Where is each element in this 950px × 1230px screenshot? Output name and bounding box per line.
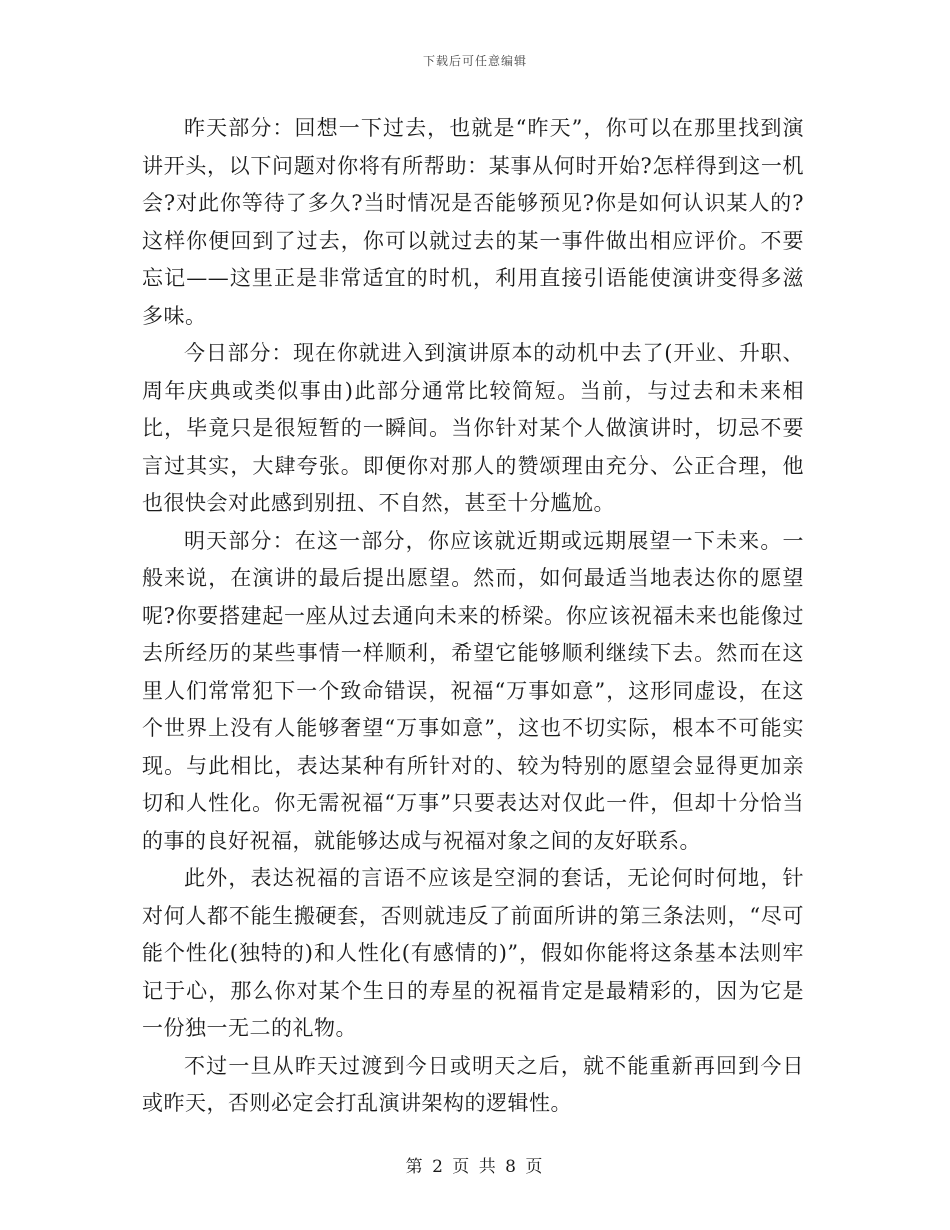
paragraph-transition: 不过一旦从昨天过渡到今日或明天之后，就不能重新再回到今日或昨天，否则必定会打乱演讲架构的逻辑性。 (142, 1053, 804, 1115)
page-header: 下载后可任意编辑 (422, 54, 527, 68)
page-number: 第 2 页 共 8 页 (405, 1157, 545, 1177)
paragraph-today: 今日部分：现在你就进入到演讲原本的动机中去了(开业、升职、周年庆典或类似事由)此部分通常比较简短。当前，与过去和未来相比，毕竟只是很短暂的一瞬间。当你针对某个人做演讲时，切忌不要言过其实，大肆夸张。即便你对那人的赞颂理由充分、公正合理，他也很快会对此感到别扭、不自然，甚至十分尴尬。 (142, 341, 804, 515)
paragraph-tomorrow: 明天部分：在这一部分，你应该就近期或远期展望一下未来。一般来说，在演讲的最后提出愿望。然而，如何最适当地表达你的愿望呢?你要搭建起一座从过去通向未来的桥梁。你应该祝福未来也能像过去所经历的某些事情一样顺利，希望它能够顺利继续下去。然而在这里人们常常犯下一个致命错误，祝福“万事如意”，这形同虚设，在这个世界上没有人能够奢望“万事如意”，这也不切实际，根本不可能实现。与此相比，表达某种有所针对的、较为特别的愿望会显得更加亲切和人性化。你无需祝福“万事”只要表达对仅此一件，但却十分恰当的事的良好祝福，就能够达成与祝福对象之间的友好联系。 (142, 528, 804, 853)
document-body (142, 110, 804, 1123)
paragraph-yesterday: 昨天部分：回想一下过去，也就是“昨天”，你可以在那里找到演讲开头，以下问题对你将有所帮助：某事从何时开始?怎样得到这一机会?对此你等待了多久?当时情况是否能够预见?你是如何认识某人的?这样你便回到了过去，你可以就过去的某一事件做出相应评价。不要忘记——这里正是非常适宜的时机，利用直接引语能使演讲变得多滋多味。 (142, 116, 804, 328)
paragraph-besides: 此外，表达祝福的言语不应该是空洞的套话，无论何时何地，针对何人都不能生搬硬套，否则就违反了前面所讲的第三条法则，“尽可能个性化(独特的)和人性化(有感情的)”，假如你能将这条基本法则牢记于心，那么你对某个生日的寿星的祝福肯定是最精彩的，因为它是一份独一无二的礼物。 (142, 866, 804, 1040)
